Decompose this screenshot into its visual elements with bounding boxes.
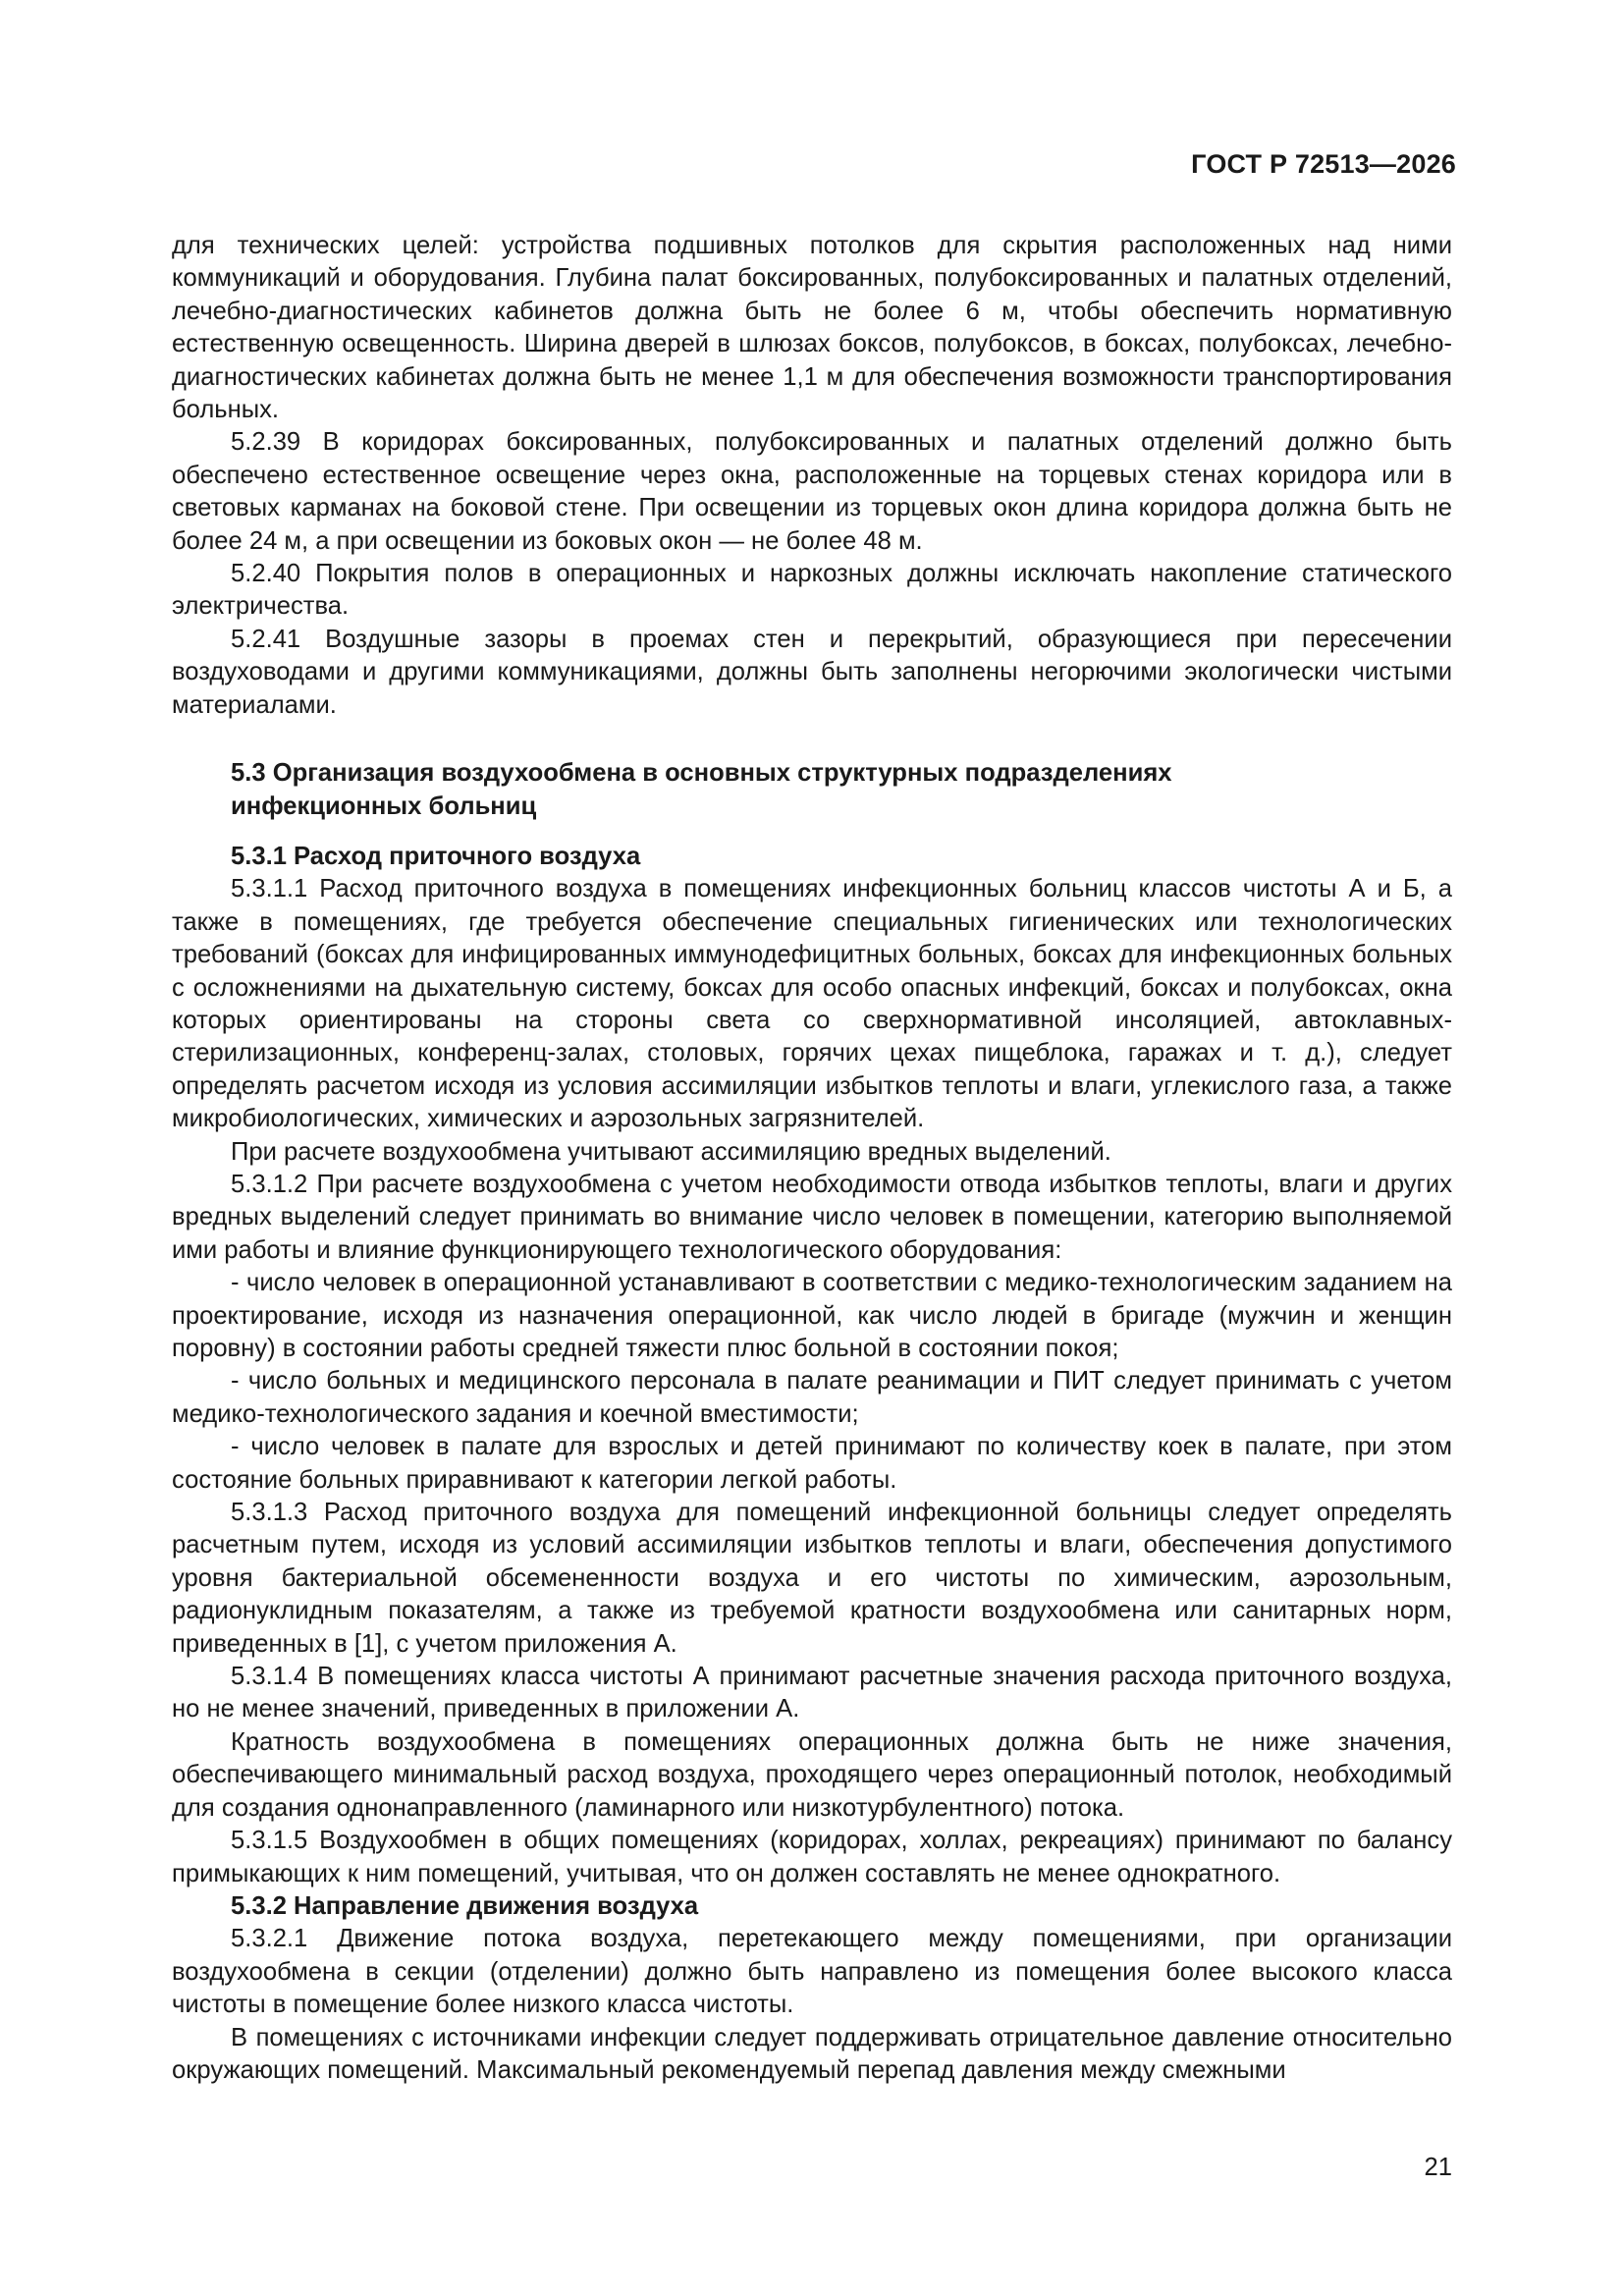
clause-5-2-40: 5.2.40 Покрытия полов в операционных и наркозных должны исключать накопление статического электричества. bbox=[172, 560, 1452, 621]
paragraph-air-exchange-rate: Кратность воздухообмена в помещениях операционных должна быть не ниже значения, обеспечивающего минимальный расход воздуха, проходящего через операционный потолок, необходимый для создания однонаправленного (ламинарного или низкотурбулентного) потока. bbox=[172, 1727, 1452, 1822]
page-number: 21 bbox=[1424, 2154, 1452, 2181]
subsection-heading-5-3-2: 5.3.2 Направление движения воздуха bbox=[231, 1891, 699, 1920]
paragraph-assimilation: При расчете воздухообмена учитывают ассимиляцию вредных выделений. bbox=[231, 1137, 1111, 1166]
section-heading-5-3-line1: 5.3 Организация воздухообмена в основных структурных подразделениях bbox=[231, 759, 1172, 788]
section-heading-5-3 bbox=[172, 757, 1452, 823]
section-heading-5-3-line2: инфекционных больниц bbox=[231, 792, 537, 820]
paragraph-continuation: для технических целей: устройства подшивных потолков для скрытия расположенных над ними коммуникаций и оборудования. Глубина палат боксированных, полубоксированных и палатных отделений, лечебно-диагностических кабинетов должна быть не более 6 м, чтобы обеспечить нормативную естественную освещенность. Ширина дверей в шлюзах боксов, полубоксов, в боксах, полубоксах, лечебно-диагностических кабинетах должна быть не менее 1,1 м для обеспечения возможности транспортирования больных. bbox=[172, 232, 1452, 424]
clause-5-3-2-1: 5.3.2.1 Движение потока воздуха, перетекающего между помещениями, при организации воздухообмена в секции (отделении) должно быть направлено из помещения более высокого класса чистоты в помещение более низкого класса чистоты. bbox=[172, 1925, 1452, 2019]
clause-5-3-1-1: 5.3.1.1 Расход приточного воздуха в помещениях инфекционных больниц классов чистоты А и Б, а также в помещениях, где требуется обеспечение специальных гигиенических или технологических требований (боксах для инфицированных иммунодефицитных больных, боксах для инфекционных больных с осложнениями на дыхательную систему, боксах для особо опасных инфекций, боксах и полубоксах, окна которых ориентированы на стороны света со сверхнормативной инсоляцией, автоклавных-стерилизационных, конференц-залах, столовых, горячих цехах пищеблока, гаражах и т. д.), следует определять расчетом исходя из условия ассимиляции избытков теплоты и влаги, углекислого газа, а также микробиологических, химических и аэрозольных загрязнителей. bbox=[172, 875, 1452, 1133]
list-item-operating-room: - число человек в операционной устанавливают в соответствии с медико-технологическим заданием на проектирование, исходя из назначения операционной, как число людей в бригаде (мужчин и женщин поровну) в состоянии работы средней тяжести плюс больной в состоянии покоя; bbox=[172, 1269, 1452, 1362]
paragraph-negative-pressure: В помещениях с источниками инфекции следует поддерживать отрицательное давление относительно окружающих помещений. Максимальный рекомендуемый перепад давления между смежными bbox=[172, 2023, 1452, 2084]
clause-5-3-1-5: 5.3.1.5 Воздухообмен в общих помещениях (коридорах, холлах, рекреациях) принимают по балансу примыкающих к ним помещений, учитывая, что он должен составлять не менее однократного. bbox=[172, 1827, 1452, 1887]
clause-5-2-39: 5.2.39 В коридорах боксированных, полубоксированных и палатных отделений должно быть обеспечено естественное освещение через окна, расположенные на торцевых стенах коридора или в световых карманах на боковой стене. При освещении из торцевых окон длина коридора должна быть не более 24 м, а при освещении из боковых окон — не более 48 м. bbox=[172, 428, 1452, 555]
clause-5-3-1-4: 5.3.1.4 В помещениях класса чистоты А принимают расчетные значения расхода приточного воздуха, но не менее значений, приведенных в приложении А. bbox=[172, 1663, 1452, 1723]
clause-5-3-1-2: 5.3.1.2 При расчете воздухообмена с учетом необходимости отвода избытков теплоты, влаги и других вредных выделений следует принимать во внимание число человек в помещении, категорию выполняемой ими работы и влияние функционирующего технологического оборудования: bbox=[172, 1170, 1452, 1264]
list-item-ward: - число человек в палате для взрослых и детей принимают по количеству коек в палате, при этом состояние больных приравнивают к категории легкой работы. bbox=[172, 1433, 1452, 1494]
list-item-icu: - число больных и медицинского персонала в палате реанимации и ПИТ следует принимать с учетом медико-технологического задания и коечной вместимости; bbox=[172, 1367, 1452, 1428]
document-body bbox=[172, 230, 1452, 2087]
clause-5-3-1-3: 5.3.1.3 Расход приточного воздуха для помещений инфекционной больницы следует определять расчетным путем, исходя из условий ассимиляции избытков теплоты и влаги, обеспечения допустимого уровня бактериальной обсемененности воздуха и его чистоты по химическим, аэрозольным, радионуклидным показателям, а также из требуемой кратности воздухообмена или санитарных норм, приведенных в [1], с учетом приложения А. bbox=[172, 1499, 1452, 1658]
subsection-heading-5-3-1: 5.3.1 Расход приточного воздуха bbox=[231, 842, 641, 870]
clause-5-2-41: 5.2.41 Воздушные зазоры в проемах стен и перекрытий, образующиеся при пересечении воздуховодами и другими коммуникациями, должны быть заполнены негорючими экологически чистыми материалами. bbox=[172, 625, 1452, 719]
document-header: ГОСТ Р 72513—2026 bbox=[1191, 149, 1456, 179]
